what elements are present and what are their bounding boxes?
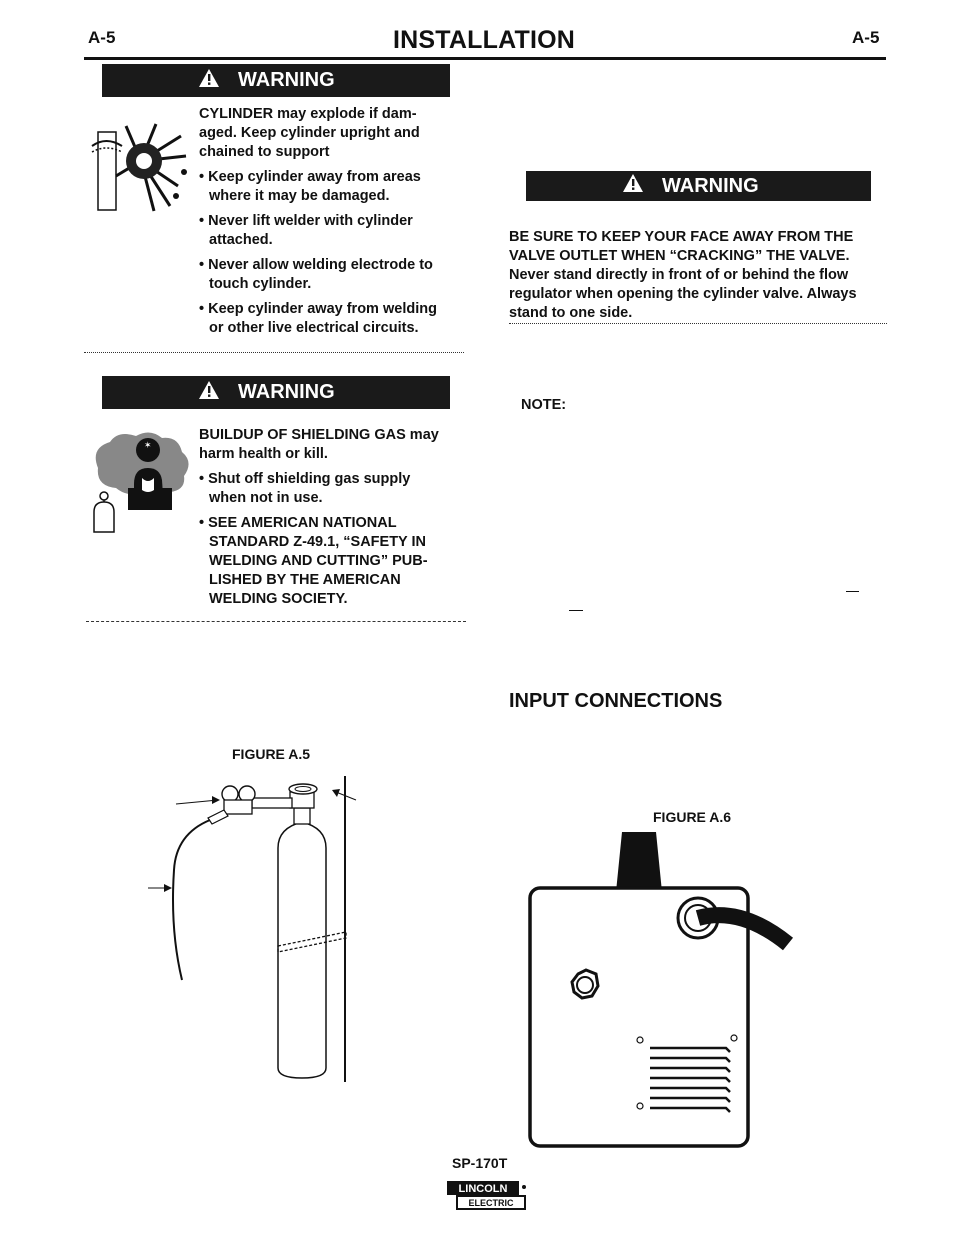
figure-a6-caption: FIGURE A.6: [653, 809, 732, 825]
warning-banner-cylinder: [102, 64, 450, 97]
warning-bullet: • Never allow welding electrode to touch cylinder.: [199, 257, 433, 292]
lead-line: aged. Keep cylinder upright and: [199, 125, 420, 141]
note-label: NOTE:: [521, 397, 567, 413]
logo-line1: LINCOLN: [458, 1183, 508, 1195]
lead-line: chained to support: [199, 144, 330, 160]
figure-a5-caption: FIGURE A.5: [232, 746, 311, 762]
page-code-left: A-5: [88, 28, 116, 47]
footer-model: SP-170T: [452, 1155, 508, 1171]
warning-bullet: • SEE AMERICAN NATIONAL STANDARD Z-49.1, “SAFETY IN WELDING AND CUTTING” PUB- LISHED BY THE AMERICAN WELDING SOCIETY.: [199, 515, 428, 607]
page-code-right: A-5: [852, 28, 880, 47]
dash-mark: [569, 610, 583, 611]
warning-banner-gas: [102, 376, 450, 409]
cylinder-explosion-icon: [86, 116, 190, 221]
separator-dotted: [509, 323, 887, 324]
section-heading: INPUT CONNECTIONS: [509, 690, 723, 712]
warning-gas-text: [199, 426, 467, 615]
gas-buildup-icon: [88, 428, 196, 539]
warning-label: WARNING: [662, 174, 759, 197]
warning-line: regulator when opening the cylinder valve. Always: [509, 286, 857, 302]
warning-triangle-icon: [198, 380, 220, 406]
logo-line2: ELECTRIC: [468, 1198, 514, 1208]
separator-dotted: [84, 352, 464, 353]
warning-bullet: • Keep cylinder away from areas where it may be damaged.: [199, 169, 421, 204]
figure-a5-cylinder-diagram: [140, 770, 370, 1095]
figure-a6-welder-diagram: [526, 826, 796, 1157]
warning-line: VALVE OUTLET WHEN “CRACKING” THE VALVE.: [509, 248, 850, 264]
warning-line: BE SURE TO KEEP YOUR FACE AWAY FROM THE: [509, 229, 854, 245]
lead-line: harm health or kill.: [199, 446, 328, 462]
warning-cylinder-text: [199, 105, 461, 344]
warning-lead: [199, 426, 467, 464]
dash-mark: [846, 591, 859, 592]
warning-label: WARNING: [238, 69, 335, 91]
lead-line: CYLINDER may explode if dam-: [199, 106, 417, 122]
lincoln-electric-logo: [445, 1179, 531, 1216]
warning-bullet: • Keep cylinder away from welding or other live electrical circuits.: [199, 301, 437, 336]
warning-valve-text: [509, 228, 889, 323]
warning-label: WARNING: [238, 381, 335, 403]
separator-dashed: [86, 621, 466, 622]
warning-bullet: • Shut off shielding gas supply when not in use.: [199, 471, 411, 506]
warning-line: Never stand directly in front of or behind the flow: [509, 267, 849, 283]
warning-banner-valve: [526, 171, 871, 201]
warning-lead: [199, 105, 461, 162]
page-title: INSTALLATION: [392, 26, 575, 54]
warning-line: stand to one side.: [509, 305, 633, 321]
warning-bullet: • Never lift welder with cylinder attached.: [199, 213, 413, 248]
header-rule: [84, 57, 886, 60]
svg-text:✶: ✶: [144, 441, 152, 451]
warning-triangle-icon: [622, 173, 644, 199]
warning-triangle-icon: [198, 68, 220, 94]
lead-line: BUILDUP OF SHIELDING GAS may: [199, 427, 439, 443]
